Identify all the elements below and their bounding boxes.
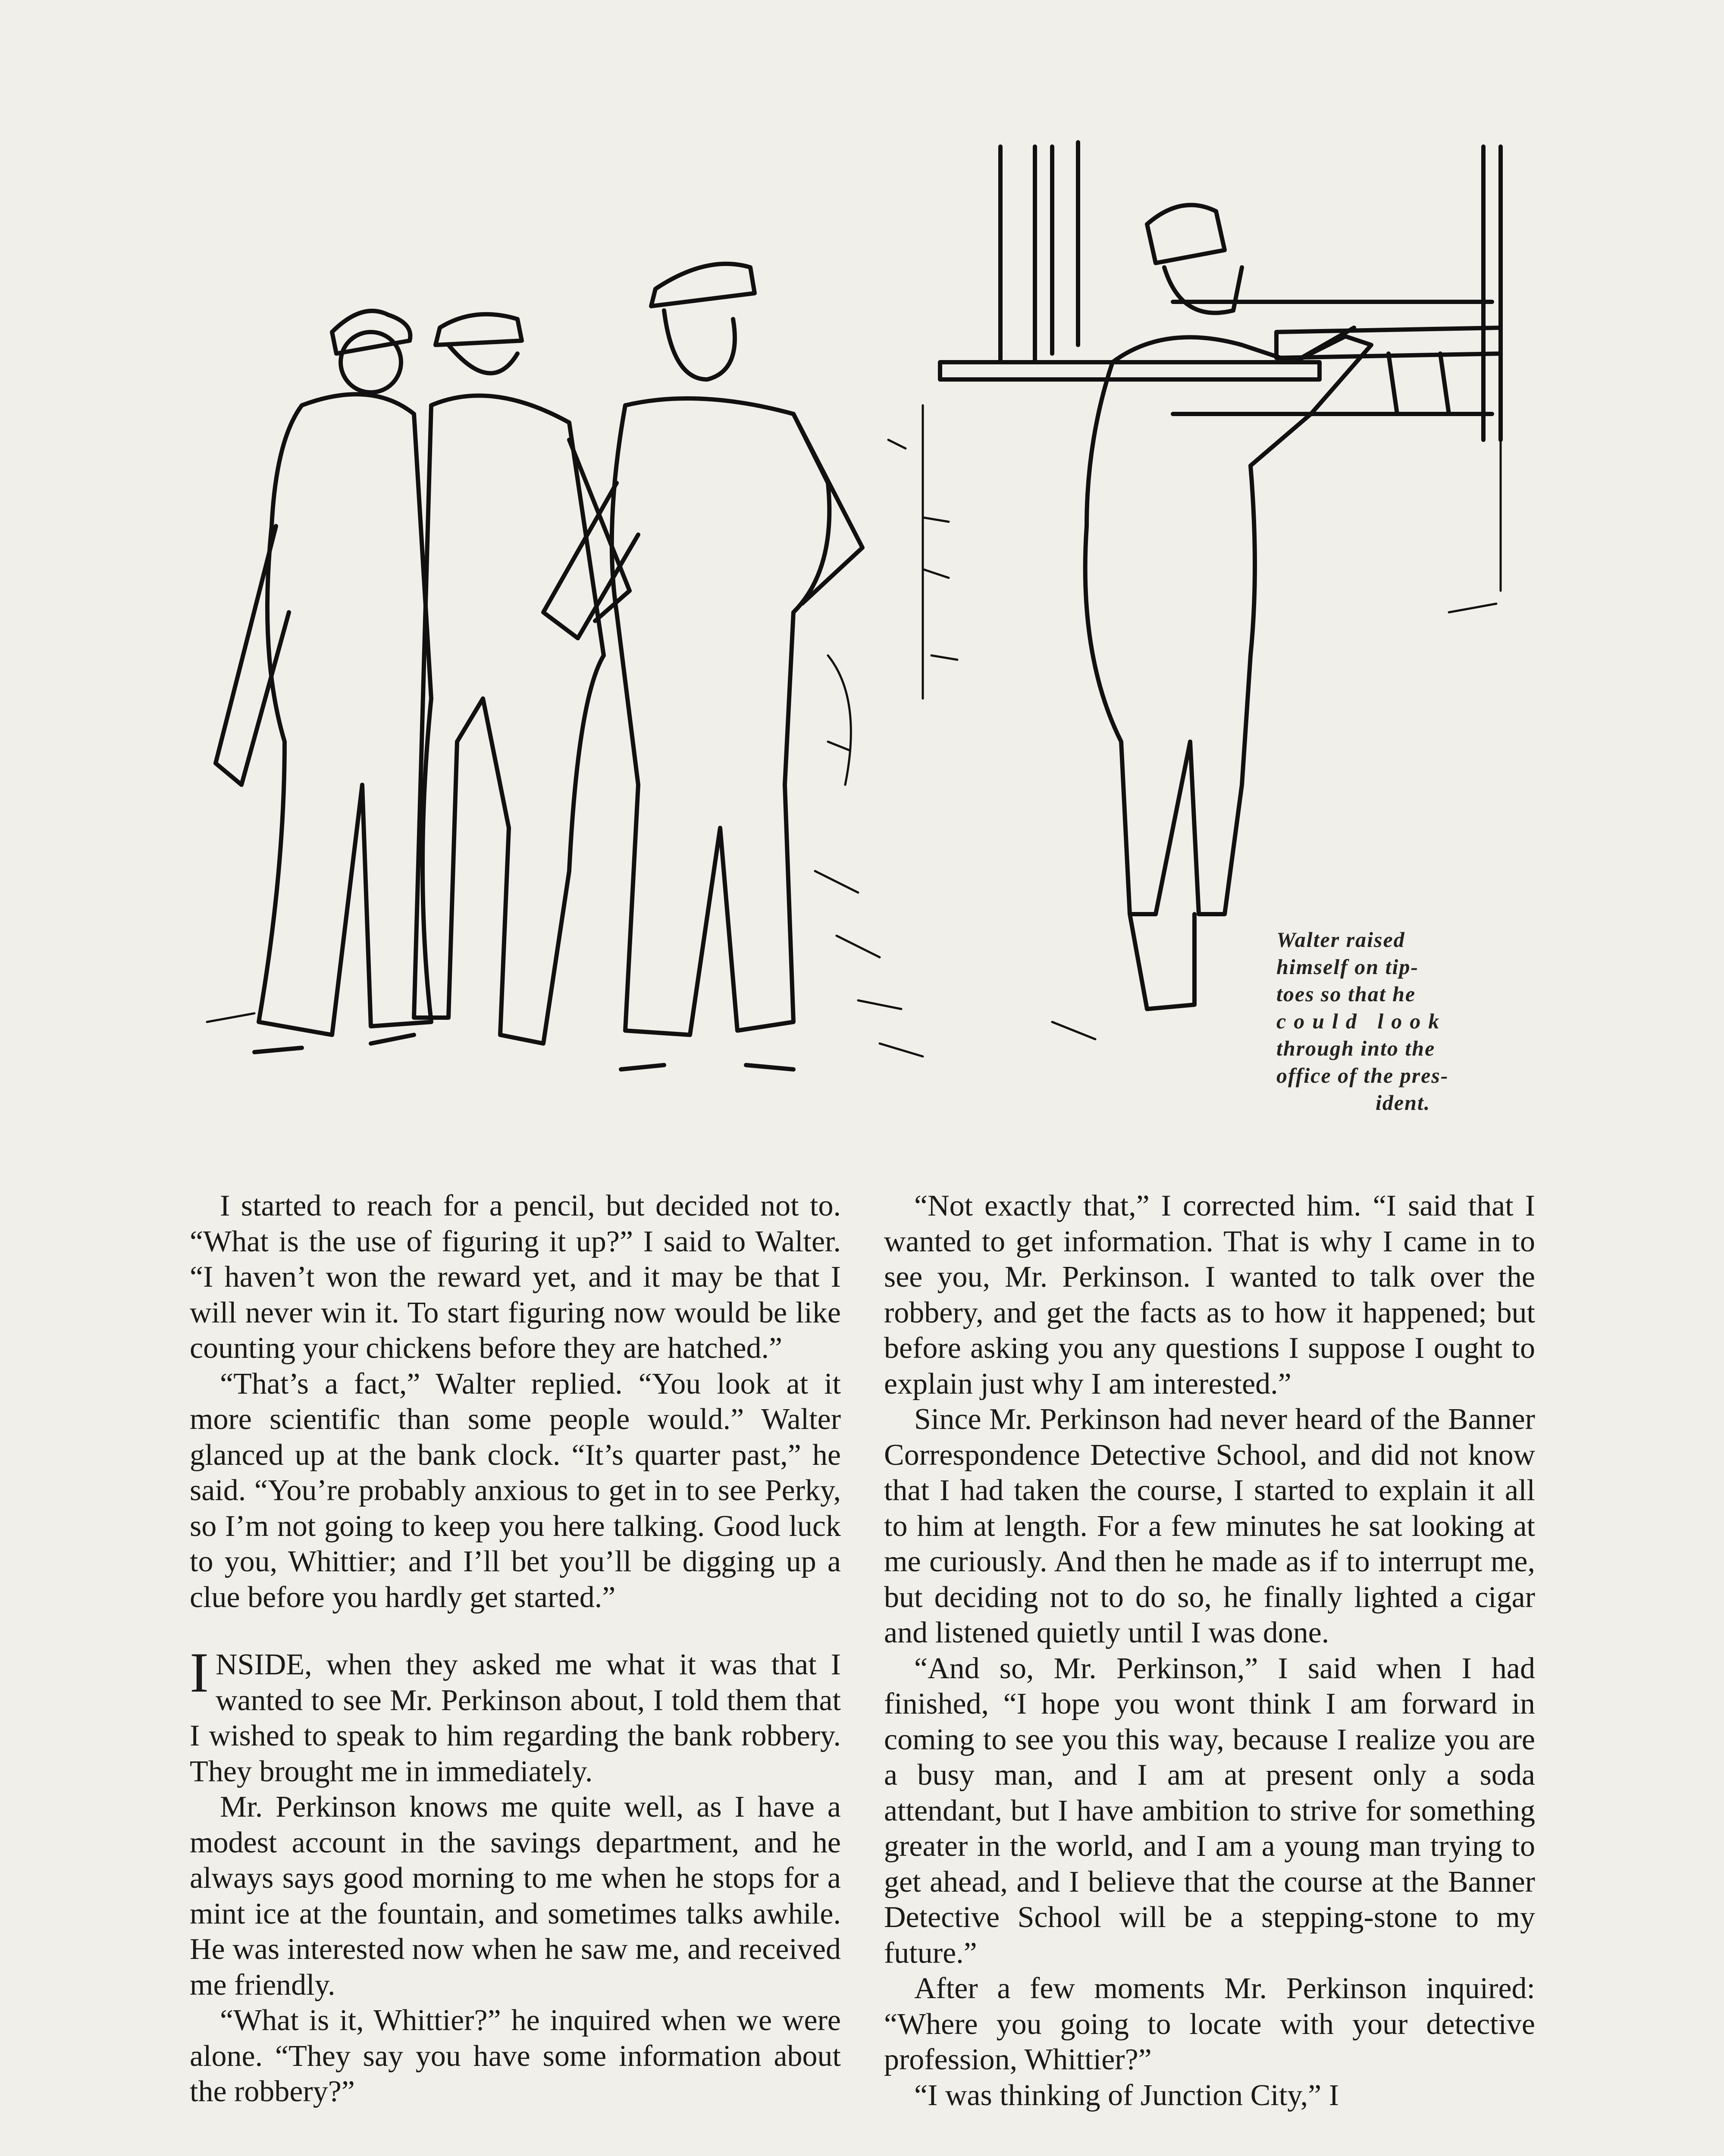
paragraph: Mr. Perkinson knows me quite well, as I have a modest account in the savings department, and he always says good morning to me when he stops for a mint ice at the fountain, and sometimes talks awhile. He was interested now when he saw me, and received me friendly. [190,1790,841,2002]
window-frame [1173,147,1501,440]
caption-line: could look [1276,1009,1447,1033]
caption-line: himself on tip- [1276,955,1419,979]
caption-line: office of the pres- [1276,1063,1449,1087]
drop-cap: I [190,1641,209,1704]
caption-line: through into the [1276,1036,1436,1060]
figure-center-man [543,264,862,1069]
caption-line: Walter raised [1276,928,1405,952]
paragraph: “Not exactly that,” I corrected him. “I said that I wanted to get information. That is why I came in to see you, Mr. Perkinson. I wanted to talk over the robbery, and get the facts as to how it happened; but before asking you any questions I suppose I ought to explain just why I am interested.” [884,1189,1535,1401]
paragraph: “I was thinking of Junction City,” I [914,2078,1339,2112]
figure-old-man [414,314,630,1044]
figure-left-man [216,311,431,1052]
caption-line: toes so that he [1276,982,1416,1006]
paragraph: “That’s a fact,” Walter replied. “You look at it more scientific than some people would.” Walter glanced up at the bank clock. “It’s quarter past,” he said. “You’re probably anxious to get in to see Perky, so I’m not going to keep you here talking. Good luck to you, Whittier; and I’ll bet you’ll be digging up a clue before you hardly get started.” [190,1367,841,1614]
paragraph-text: NSIDE, when they asked me what it was that I wanted to see Mr. Perkinson about, I told them that I wished to speak to him regarding the bank robbery. They brought me in immediately. [190,1648,841,1788]
paragraph: After a few moments Mr. Perkinson inquired: “Where you going to locate with your detective profession, Whittier?” [884,1972,1535,2076]
paragraph: “What is it, Whittier?” he inquired when we were alone. “They say you have some information about the robbery?” [190,2004,841,2108]
paragraph: “And so, Mr. Perkinson,” I said when I had finished, “I hope you wont think I am forward in coming to see you this way, because I realize you are a busy man, and I am at present only a soda attendant, but I have ambition to strive for something greater in the world, and I am a young man trying to get ahead, and I believe that the course at the Banner Detective School will be a stepping-stone to my future.” [884,1651,1535,1970]
right-text-column [884,1188,1535,2113]
paragraph: Since Mr. Perkinson had never heard of the Banner Correspondence Detective School, and did not know that I had taken the course, I started to explain it all to him at length. For a few minutes he sat looking at me curiously. And then he made as if to interrupt me, but deciding not to do so, he finally lighted a cigar and listened quietly until I was done. [884,1403,1535,1649]
building-pillars [1000,142,1078,362]
paragraph: I started to reach for a pencil, but decided not to. “What is the use of figuring it up?” I said to Walter. “I haven’t won the reward yet, and it may be that I will never win it. To start figuring now would be like counting your chickens before they are hatched.” [190,1189,841,1365]
wall-hatching [888,405,1501,699]
caption-line: ident. [1376,1091,1431,1115]
section-opening-paragraph [190,1641,841,1789]
left-text-column [190,1188,841,2110]
illustration-caption [1276,926,1518,1116]
figure-walter [1085,205,1371,1009]
